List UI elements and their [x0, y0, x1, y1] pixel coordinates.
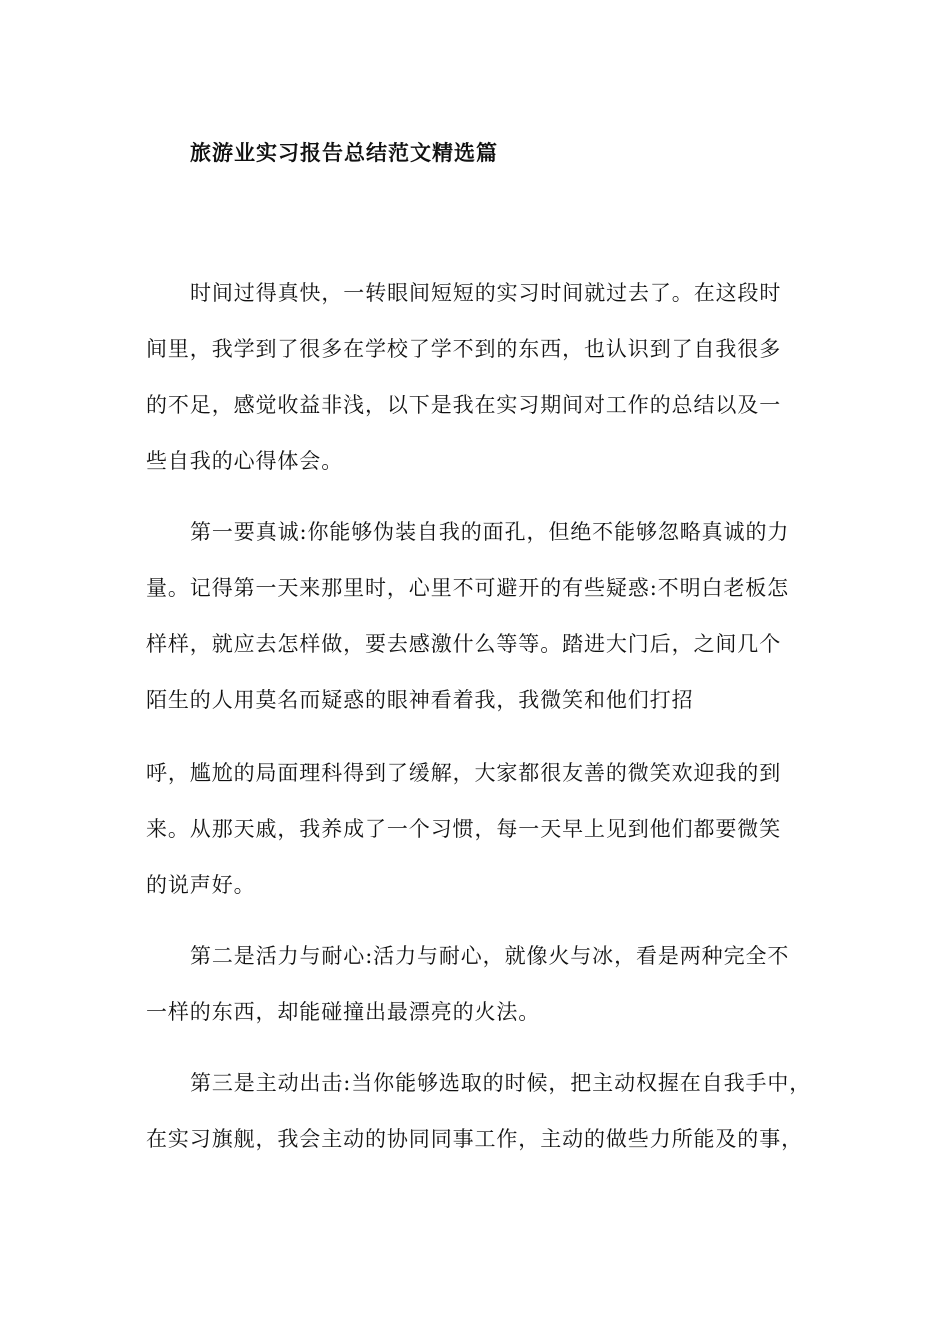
- paragraph-1-line-1: 时间过得真快，一转眼间短短的实习时间就过去了。在这段时: [190, 281, 782, 305]
- paragraph-4-line-1: 第二是活力与耐心:活力与耐心，就像火与冰，看是两种完全不: [190, 944, 790, 968]
- paragraph-2-line-4: 陌生的人用莫名而疑惑的眼神看着我，我微笑和他们打招: [146, 688, 694, 712]
- paragraph-1-line-2: 间里，我学到了很多在学校了学不到的东西，也认识到了自我很多: [146, 337, 782, 361]
- paragraph-1-line-4: 些自我的心得体会。: [146, 449, 344, 473]
- paragraph-5-line-2: 在实习旗舰，我会主动的协同同事工作，主动的做些力所能及的事，: [146, 1127, 803, 1151]
- paragraph-2-line-3: 样样，就应去怎样做，要去感激什么等等。踏进大门后，之间几个: [146, 632, 782, 656]
- paragraph-3-line-1: 呼，尴尬的局面理科得到了缓解，大家都很友善的微笑欢迎我的到: [146, 761, 782, 785]
- paragraph-1-line-3: 的不足，感觉收益非浅，以下是我在实习期间对工作的总结以及一: [146, 393, 782, 417]
- document-title: 旅游业实习报告总结范文精选篇: [190, 140, 498, 165]
- paragraph-5-line-1: 第三是主动出击:当你能够选取的时候，把主动权握在自我手中，: [190, 1071, 812, 1095]
- paragraph-4-line-2: 一样的东西，却能碰撞出最漂亮的火法。: [146, 1000, 541, 1024]
- paragraph-2-line-2: 量。记得第一天来那里时，心里不可避开的有些疑惑:不明白老板怎: [146, 576, 790, 600]
- paragraph-3-line-3: 的说声好。: [146, 873, 256, 897]
- paragraph-3-line-2: 来。从那天戚，我养成了一个习惯，每一天早上见到他们都要微笑: [146, 817, 782, 841]
- paragraph-2-line-1: 第一要真诚:你能够伪装自我的面孔，但绝不能够忽略真诚的力: [190, 520, 790, 544]
